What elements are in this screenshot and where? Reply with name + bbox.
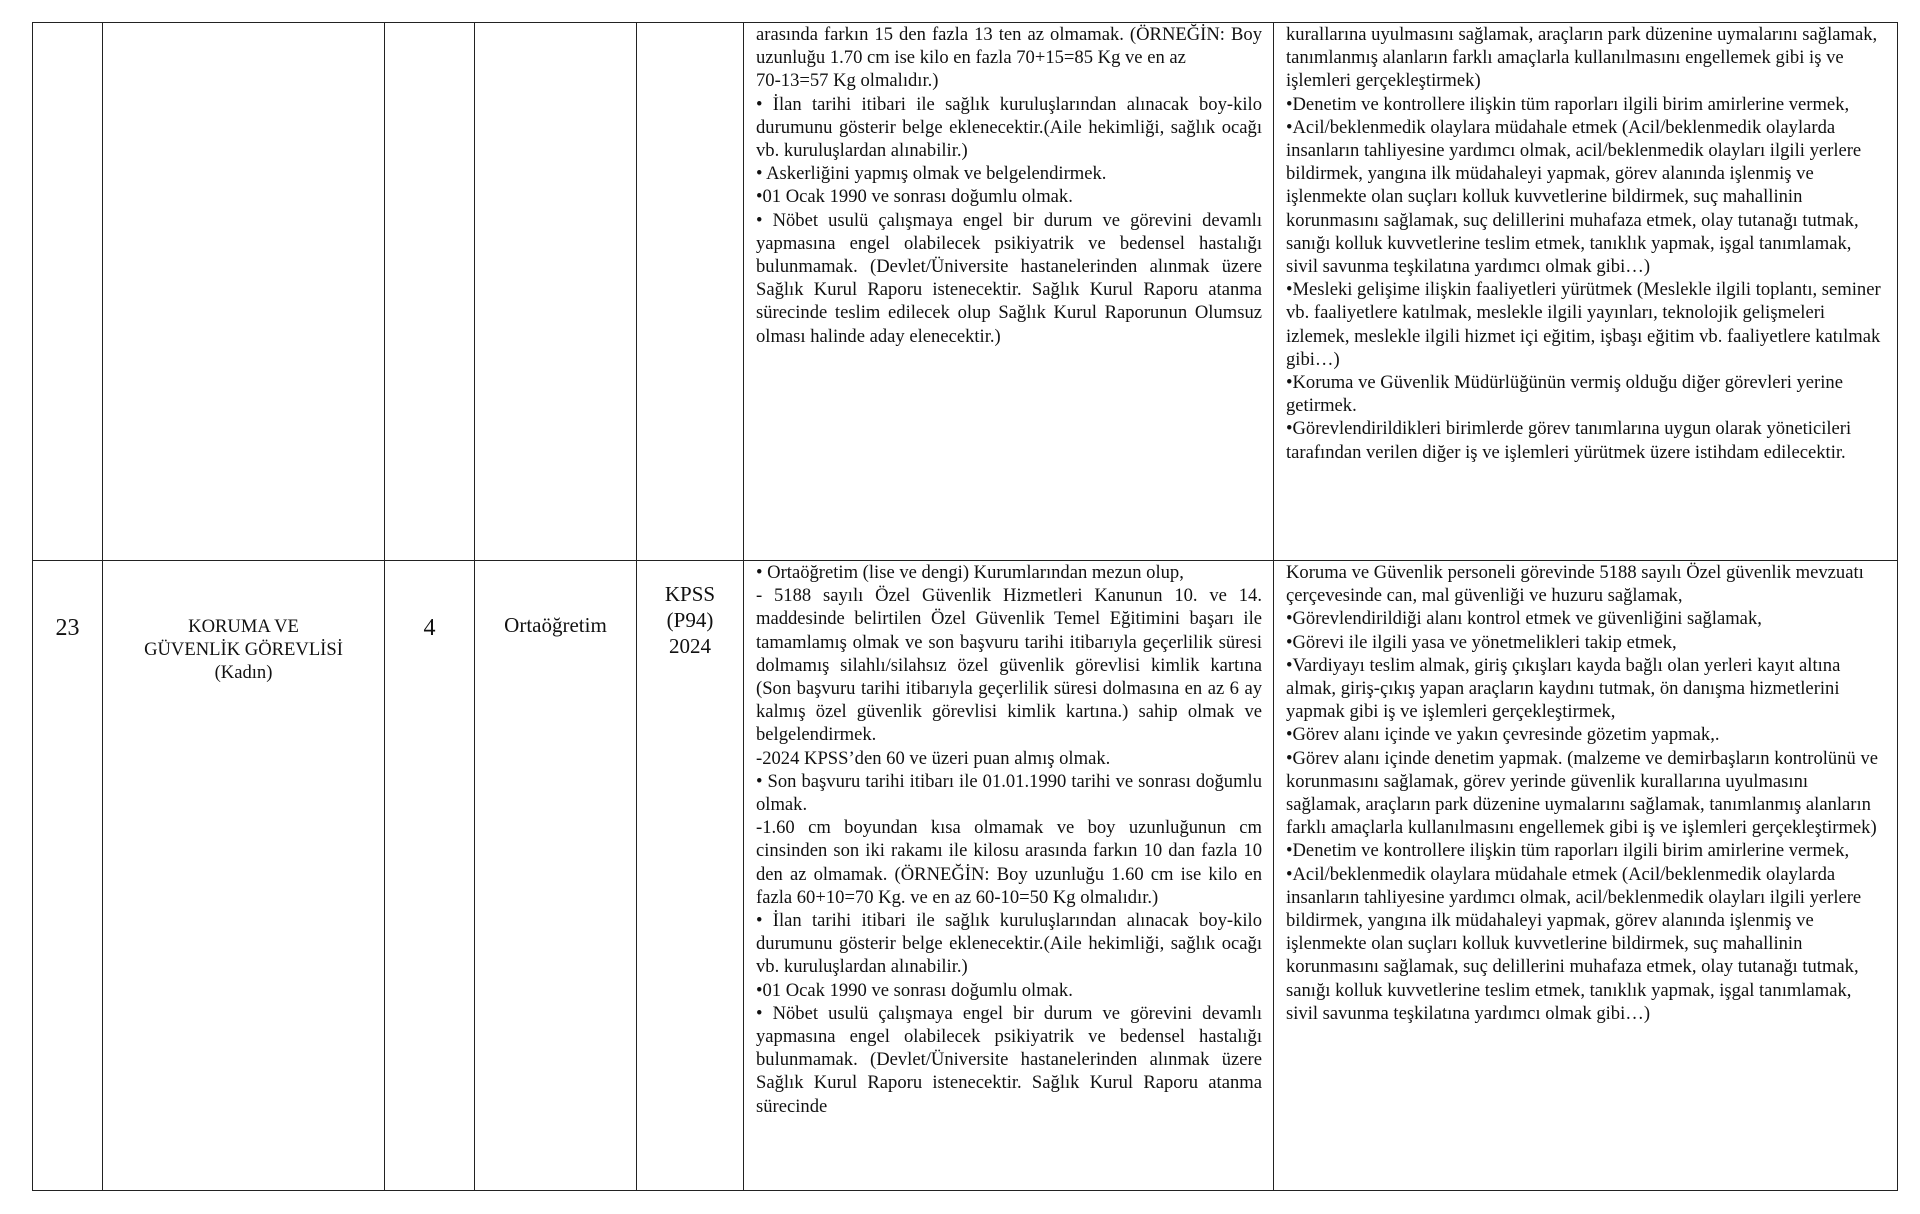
education-level-cell: Ortaöğretim <box>475 561 637 1191</box>
position-count-cell <box>385 23 475 561</box>
requirement-item: -2024 KPSS’den 60 ve üzeri puan almış olmak. <box>756 747 1111 769</box>
education-level-cell <box>475 23 637 561</box>
kpss-score-type-cell: KPSS (P94) 2024 <box>637 561 744 1191</box>
row-number-cell: 23 <box>33 561 103 1191</box>
requirement-item: - 5188 sayılı Özel Güvenlik Hizmetleri Kanunun 10. ve 14. maddesinde belirtilen Özel Güvenlik Temel Eğitimini başarı ile tamamlamış olmak ve son başvuru tarihi itibarıyla geçerlilik süresi dolmamış silahlı/silahsız özel güvenlik görevlisi kimlik kartına (Son başvuru tarihi itibarıyla geçerlilik süresi dolmasına en az 6 ay kalmış özel güvenlik görevlisi kimlik kartına.) sahip olmak ve belgelendirmek. <box>756 585 1262 746</box>
position-title-cell: KORUMA VE GÜVENLİK GÖREVLİSİ (Kadın) <box>103 561 385 1191</box>
table-row <box>33 561 1898 1191</box>
duties-cell <box>1274 23 1898 561</box>
duty-item: •Vardiyayı teslim almak, giriş çıkışları kayda bağlı olan yerleri kayıt altına almak, giriş-çıkış yapan araçların kaydını tutmak, ön danışma hizmetlerini yapmak gibi iş ve işlemleri gerçekleştirmek, <box>1286 654 1841 723</box>
duty-item: •Görevi ile ilgili yasa ve yönetmelikleri takip etmek, <box>1286 631 1677 653</box>
requirement-item: • Nöbet usulü çalışmaya engel bir durum ve görevini devamlı yapmasına engel olabilecek psikiyatrik ve bedensel hastalığı bulunmamak. (Devlet/Üniversite hastanelerinden alınmak üzere Sağlık Kurul Raporu istenecektir. Sağlık Kurul Raporu atanma sürecinde <box>756 1002 1262 1117</box>
duty-item: •Mesleki gelişime ilişkin faaliyetleri yürütmek (Meslekle ilgili toplantı, seminer vb. faaliyetlere katılmak, meslekle ilgili yayınları, teknolojik gelişmeleri izlemek, meslekle ilgili hizmet içi eğitim, işbaşı eğitim vb. faaliyetlere katılmak gibi…) <box>1286 279 1881 370</box>
requirement-item: • İlan tarihi itibari ile sağlık kuruluşlarından alınacak boy-kilo durumunu gösterir belge eklenecektir.(Aile hekimliği, sağlık ocağı vb. kuruluşlardan alınabilir.) <box>756 910 1262 978</box>
duty-item: •Görevlendirildiği alanı kontrol etmek ve güvenliğini sağlamak, <box>1286 608 1762 630</box>
duty-item: •Görev alanı içinde ve yakın çevresinde gözetim yapmak,. <box>1286 724 1720 746</box>
requirement-item: arasında farkın 15 den fazla 13 ten az olmamak. (ÖRNEĞİN: Boy uzunluğu 1.70 cm ise kilo en fazla 70+15=85 Kg ve en az <box>756 24 1262 69</box>
duty-item: •Acil/beklenmedik olaylara müdahale etmek (Acil/beklenmedik olaylarda insanların tahliyesine yardımcı olmak, acil/beklenmedik olayları ilgili yerlere bildirmek, yangına ilk müdahaleyi yapmak, görev alanında işlenmiş ve işlenmekte olan suçları kolluk kuvvetlerine bildirmek, suç mahallinin korunmasını sağlamak, suç delillerini muhafaza etmek, olay tutanağı tutmak, sanığı kolluk kuvvetlerine teslim etmek, tanıklık yapmak, işgal tanımlamak, sivil savunma teşkilatına yardımcı olmak gibi…) <box>1286 863 1862 1024</box>
duty-item: •Görev alanı içinde denetim yapmak. (malzeme ve demirbaşların kontrolünü ve korunmasını sağlamak, görev yerinde güvenlik kurallarına uyulmasını sağlamak, araçların park düzenine uymalarını sağlamak, tanımlanmış alanların farklı amaçlarla kullanılmasını engellemek gibi iş ve işlemleri gerçekleştirmek) <box>1286 747 1879 839</box>
duty-item: Koruma ve Güvenlik personeli görevinde 5188 sayılı Özel güvenlik mevzuatı çerçevesinde can, mal güvenliği ve huzuru sağlamak, <box>1286 562 1864 607</box>
requirement-item: • İlan tarihi itibari ile sağlık kuruluşlarından alınacak boy-kilo durumunu gösterir belge eklenecektir.(Aile hekimliği, sağlık ocağı vb. kuruluşlardan alınabilir.) <box>756 93 1262 162</box>
requirement-item: • Son başvuru tarihi itibarı ile 01.01.1990 tarihi ve sonrası doğumlu olmak. <box>756 770 1262 816</box>
duty-item: •Koruma ve Güvenlik Müdürlüğünün vermiş olduğu diğer görevleri yerine getirmek. <box>1286 372 1843 417</box>
positions-table <box>32 22 1898 1191</box>
duty-item: •Denetim ve kontrollere ilişkin tüm raporları ilgili birim amirlerine vermek, <box>1286 840 1850 862</box>
table-row <box>33 23 1898 561</box>
requirement-item: • Ortaöğretim (lise ve dengi) Kurumlarından mezun olup, <box>756 562 1184 583</box>
duty-item: •Görevlendirildikleri birimlerde görev tanımlarına uygun olarak yöneticileri tarafından verilen diğer iş ve işlemleri yürütmek üzere istihdam edilecektir. <box>1286 418 1852 463</box>
row-number-cell <box>33 23 103 561</box>
requirements-cell <box>744 561 1274 1191</box>
duty-item: kurallarına uyulmasını sağlamak, araçların park düzenine uymalarını sağlamak, tanımlanmış alanların farklı amaçlarla kullanılmasını engellemek gibi iş ve işlemleri gerçekleştirmek) <box>1286 24 1878 92</box>
duty-item: •Denetim ve kontrollere ilişkin tüm raporları ilgili birim amirlerine vermek, <box>1286 93 1850 115</box>
duties-cell <box>1274 561 1898 1191</box>
requirement-item: -1.60 cm boyundan kısa olmamak ve boy uzunluğunun cm cinsinden son iki rakamı ile kilosu arasında farkın 10 dan fazla 10 den az olmamak. (ÖRNEĞİN: Boy uzunluğu 1.60 cm ise kilo en fazla 60+10=70 Kg. ve en az 60-10=50 Kg olmalıdır.) <box>756 817 1262 908</box>
kpss-score-type-cell <box>637 23 744 561</box>
position-count-cell: 4 <box>385 561 475 1191</box>
requirement-item: • Nöbet usulü çalışmaya engel bir durum ve görevini devamlı yapmasına engel olabilecek psikiyatrik ve bedensel hastalığı bulunmamak. (Devlet/Üniversite hastanelerinden alınmak üzere Sağlık Kurul Raporu istenecektir. Sağlık Kurul Raporu atanma sürecinde teslim edilecek olup Sağlık Kurul Raporunun Olumsuz olması halinde aday elenecektir.) <box>756 209 1262 347</box>
requirements-cell <box>744 23 1274 561</box>
requirement-item: •01 Ocak 1990 ve sonrası doğumlu olmak. <box>756 979 1073 1001</box>
requirement-item: 70-13=57 Kg olmalıdır.) <box>756 70 939 92</box>
position-title-cell <box>103 23 385 561</box>
requirement-item: •01 Ocak 1990 ve sonrası doğumlu olmak. <box>756 186 1073 208</box>
duty-item: •Acil/beklenmedik olaylara müdahale etmek (Acil/beklenmedik olaylarda insanların tahliyesine yardımcı olmak, acil/beklenmedik olayları ilgili yerlere bildirmek, yangına ilk müdahaleyi yapmak, görev alanında işlenmiş ve işlenmekte olan suçları kolluk kuvvetlerine bildirmek, suç mahallinin korunmasını sağlamak, suç delillerini muhafaza etmek, olay tutanağı tutmak, sanığı kolluk kuvvetlerine teslim etmek, tanıklık yapmak, işgal tanımlamak, sivil savunma teşkilatına yardımcı olmak gibi…) <box>1286 116 1862 278</box>
requirement-item: • Askerliğini yapmış olmak ve belgelendirmek. <box>756 163 1107 185</box>
